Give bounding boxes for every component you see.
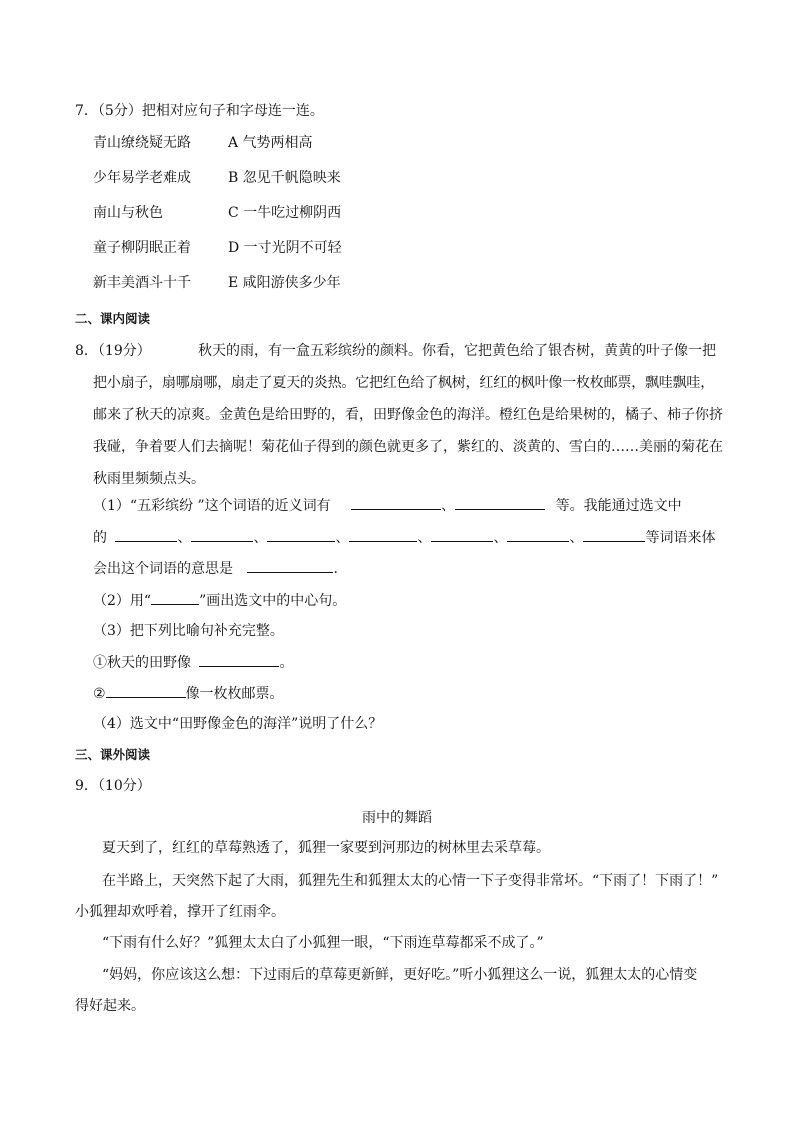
q8-subquestion-1 <box>93 495 682 516</box>
answer-blank[interactable] <box>106 683 186 698</box>
answer-blank[interactable] <box>351 495 441 510</box>
answer-blank[interactable] <box>349 527 417 542</box>
passage-line: 邮来了秋天的凉爽。金黄色是给田野的，看，田野像金色的海洋。橙红色是给果树的，橘子、柿子你挤 <box>93 407 723 423</box>
answer-blank[interactable] <box>455 495 545 510</box>
q9-header: 9．（10分） <box>75 778 151 794</box>
q7-match-row <box>0 273 794 293</box>
q8-s3-item-2 <box>93 683 284 704</box>
q8-s2-text: （2）用“ <box>93 593 152 609</box>
story-title: 雨中的舞蹈 <box>362 810 432 826</box>
q7-left-item: 少年易学老难成 <box>93 170 191 186</box>
q7-right-item: E 咸阳游侠多少年 <box>228 275 341 291</box>
q8-s3-text: 。 <box>279 655 294 671</box>
q8-s3-item-1 <box>93 652 293 673</box>
section-heading: 二、课内阅读 <box>75 311 151 326</box>
period: . <box>333 561 338 577</box>
passage-line: 把小扇子，扇哪扇哪，扇走了夏天的炎热。它把红色给了枫树，红红的枫叶像一枚枚邮票，飘哇飘哇， <box>93 375 714 391</box>
passage-line: 秋天的雨，有一盒五彩缤纷的颜料。你看，它把黄色给了银杏树，黄黄的叶子像一把 <box>198 343 716 359</box>
q7-left-item: 南山与秋色 <box>93 205 163 221</box>
story-paragraph-cont: 小狐狸却欢呼着，撑开了红雨伞。 <box>75 904 285 920</box>
q7-match-row <box>0 203 794 223</box>
q8-s2-text: ”画出选文中的中心句。 <box>199 593 347 609</box>
q7-match-row <box>0 238 794 258</box>
separator: 、 <box>335 530 350 546</box>
separator: 、 <box>417 530 432 546</box>
passage-line: 秋雨里频频点头。 <box>93 471 205 487</box>
q8-s3-text: ② <box>93 686 106 702</box>
q7-match-row <box>0 168 794 188</box>
q7-right-item: A 气势两相高 <box>228 135 313 151</box>
q7-left-item: 新丰美酒斗十千 <box>93 275 191 291</box>
answer-blank[interactable] <box>507 527 569 542</box>
section-heading: 三、课外阅读 <box>75 747 151 762</box>
story-paragraph: 夏天到了，红红的草莓熟透了，狐狸一家要到河那边的树林里去采草莓。 <box>102 840 550 856</box>
passage-line: 我碰，争着要人们去摘呢！菊花仙子得到的颜色就更多了，紫红的、淡黄的、雪白的……美丽的菊花在 <box>93 439 723 455</box>
q7-right-item: B 忽见千帆隐映来 <box>228 170 341 186</box>
q8-subquestion-1-line2 <box>93 527 715 548</box>
answer-blank[interactable] <box>199 652 279 667</box>
q8-header: 8．（19分） <box>75 343 151 359</box>
answer-blank[interactable] <box>151 590 199 605</box>
q8-subquestion-2 <box>93 590 346 611</box>
answer-blank[interactable] <box>247 558 333 573</box>
q8-s3-text: 像一枚枚邮票。 <box>185 686 284 702</box>
separator: 、 <box>569 530 584 546</box>
answer-blank[interactable] <box>431 527 493 542</box>
answer-blank[interactable] <box>191 527 253 542</box>
q8-s1-text: 等。我能通过选文中 <box>555 498 682 514</box>
separator: 、 <box>177 530 192 546</box>
separator: 、 <box>253 530 268 546</box>
separator: 、 <box>493 530 508 546</box>
answer-blank[interactable] <box>583 527 645 542</box>
q7-left-item: 青山缭绕疑无路 <box>93 135 191 151</box>
q8-s1-text: 等词语来体 <box>645 530 716 546</box>
q8-s1-text: 的 <box>93 530 107 546</box>
q7-header: 7．（5分）把相对应句子和字母连一连。 <box>75 103 324 119</box>
q7-match-row <box>0 133 794 153</box>
story-paragraph: “妈妈，你应该这么想：下过雨后的草莓更新鲜，更好吃。”听小狐狸这么一说，狐狸太太的心情变 <box>102 967 698 983</box>
separator: 、 <box>441 498 456 514</box>
q7-right-item: C 一牛吃过柳阴西 <box>228 205 342 221</box>
q8-s3-text: ①秋天的田野像 <box>93 655 191 671</box>
story-paragraph: “下雨有什么好？”狐狸太太白了小狐狸一眼，“下雨连草莓都采不成了。” <box>102 935 544 951</box>
story-paragraph-cont: 得好起来。 <box>75 998 145 1014</box>
q7-right-item: D 一寸光阴不可轻 <box>228 240 342 256</box>
answer-blank[interactable] <box>267 527 335 542</box>
answer-blank[interactable] <box>115 527 177 542</box>
q8-subquestion-3: （3）把下列比喻句补充完整。 <box>93 623 284 639</box>
story-paragraph: 在半路上，天突然下起了大雨，狐狸先生和狐狸太太的心情一下子变得非常坏。“下雨了！下雨了！” <box>102 873 719 889</box>
q7-left-item: 童子柳阴眠正着 <box>93 240 191 256</box>
q8-s1-text: 会出这个词语的意思是 <box>93 561 233 577</box>
q8-subquestion-4: （4）选文中“田野像金色的海洋”说明了什么？ <box>93 716 383 732</box>
q8-s1-text: （1）“五彩缤纷 ”这个词语的近义词有 <box>93 498 331 514</box>
q8-subquestion-1-line3 <box>93 558 338 579</box>
